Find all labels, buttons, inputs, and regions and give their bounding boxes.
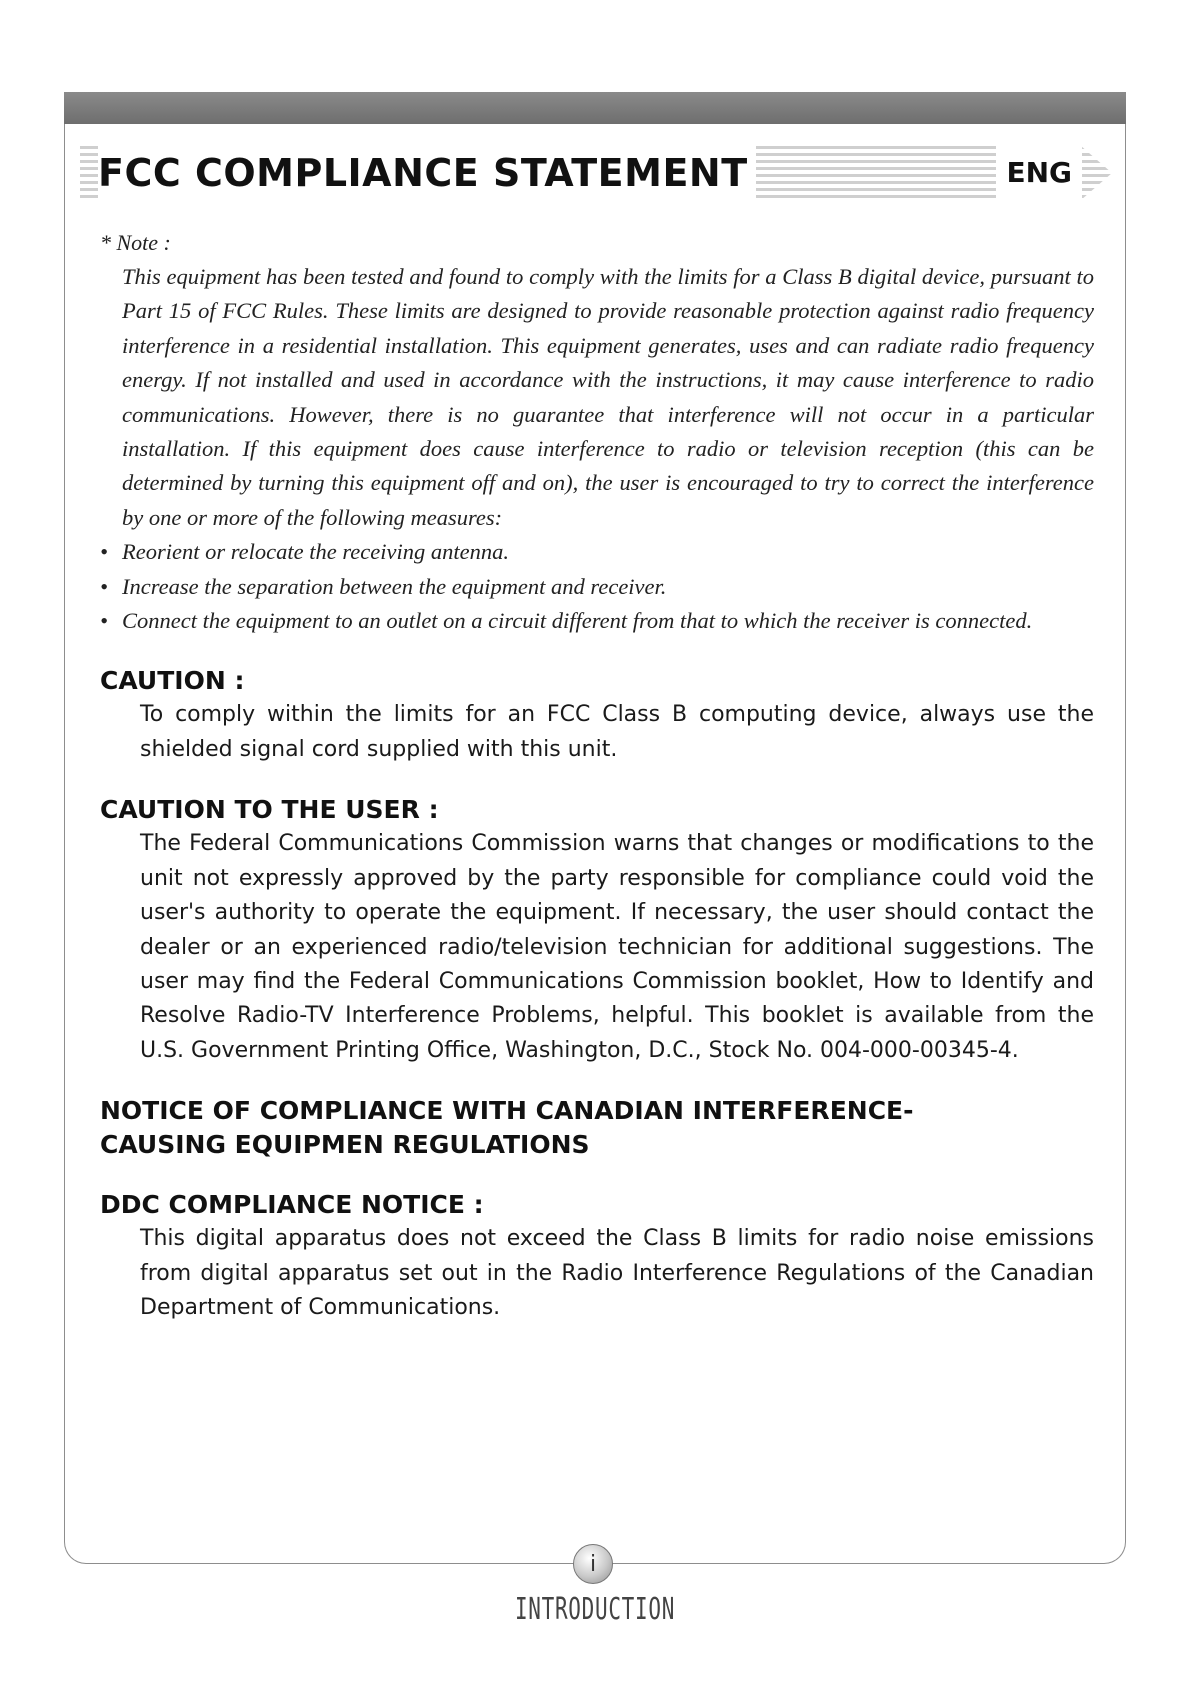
bullet-icon: • (100, 573, 108, 599)
note-label: * Note : (100, 230, 171, 255)
caution-section (100, 664, 1094, 767)
canadian-notice-section (100, 1094, 1094, 1162)
canadian-notice-heading-line1: NOTICE OF COMPLIANCE WITH CANADIAN INTERFERENCE- (100, 1096, 914, 1126)
ddc-notice-heading: DDC COMPLIANCE NOTICE : (100, 1190, 484, 1220)
measure-text: Increase the separation between the equipment and receiver. (122, 573, 667, 599)
measure-text: Reorient or relocate the receiving antenna. (122, 539, 509, 565)
measures-list (100, 535, 1094, 638)
list-item (100, 604, 1094, 638)
caution-heading: CAUTION : (100, 666, 245, 696)
footer-section-label: INTRODUCTION (514, 1592, 676, 1627)
canadian-notice-heading-line2: CAUSING EQUIPMEN REGULATIONS (100, 1130, 590, 1160)
note-body: This equipment has been tested and found to comply with the limits for a Class B digital device, pursuant to Part 15 of FCC Rules. These limits are designed to provide reasonable protection against radio frequency interference in a residential installation. This equipment generates, uses and can radiate radio frequency energy. If not installed and used in accordance with the instructions, it may cause interference to radio communications. However, there is no guarantee that interference will not occur in a particular installation. If this equipment does cause interference to radio or television reception (this can be determined by turning this equipment off and on), the user is encouraged to try to correct the interference by one or more of the following measures: (122, 264, 1094, 530)
language-label: ENG (996, 144, 1082, 202)
bullet-icon: • (100, 608, 108, 634)
note-section (100, 226, 1094, 638)
list-item (100, 535, 1094, 569)
top-bar (64, 92, 1126, 124)
ddc-notice-body: This digital apparatus does not exceed the Class B limits for radio noise emissions from digital apparatus set out in the Radio Interference Regulations of the Canadian Department of Communications. (140, 1226, 1094, 1320)
page-number-badge: i (573, 1544, 613, 1584)
measure-text: Connect the equipment to an outlet on a circuit different from that to which the receiver is connected. (122, 608, 1033, 634)
caution-user-section (100, 793, 1094, 1068)
caution-user-heading: CAUTION TO THE USER : (100, 795, 439, 825)
list-item (100, 570, 1094, 604)
caution-user-body: The Federal Communications Commission warns that changes or modifications to the unit not expressly approved by the party responsible for compliance could void the user's authority to operate the equipment. If necessary, the user should contact the dealer or an experienced radio/television technician for additional suggestions. The user may find the Federal Communications Commission booklet, How to Identify and Resolve Radio-TV Interference Problems, helpful. This booklet is available from the U.S. Government Printing Office, Washington, D.C., Stock No. 004-000-00345-4. (140, 831, 1094, 1063)
caution-body: To comply within the limits for an FCC Class B computing device, always use the shielded signal cord supplied with this unit. (140, 702, 1094, 762)
page-title: FCC COMPLIANCE STATEMENT (98, 144, 756, 202)
main-content (100, 226, 1094, 1325)
ddc-notice-section (100, 1188, 1094, 1325)
bullet-icon: • (100, 539, 108, 565)
title-band (80, 138, 1112, 208)
